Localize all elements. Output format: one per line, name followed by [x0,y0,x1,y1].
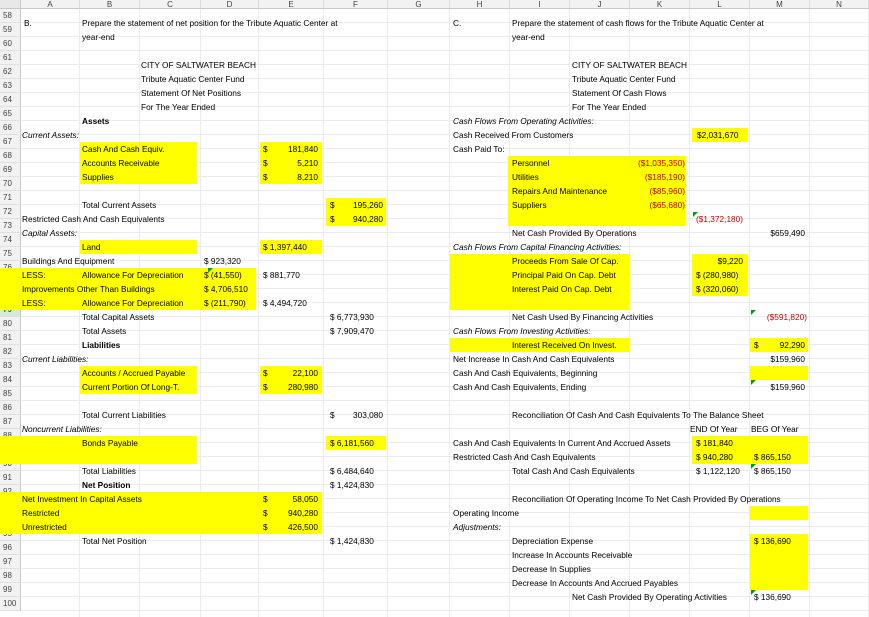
current-assets-heading: Current Assets: [22,130,79,140]
restricted-label: Restricted [22,508,60,518]
row-header-100[interactable]: 100 [0,597,21,611]
proceeds-value: $9,220 [717,256,743,266]
land-value: $ 1,397,440 [263,242,307,252]
row-header-61[interactable]: 61 [0,51,21,65]
row-header-99[interactable]: 99 [0,583,21,597]
re-value: 940,280 [288,508,318,518]
tca-value: 195,260 [353,200,383,210]
ap-value: 22,100 [292,368,318,378]
section-c-label: C. [453,18,462,28]
row-header-74[interactable]: 74 [0,233,21,247]
restricted-cce-beg: $ 865,150 [754,452,791,462]
cf-title-period: For The Year Ended [572,102,647,112]
ni-dollar: $ [263,494,268,504]
ar-label: Accounts Receivable [82,158,160,168]
cash-value: 181,840 [288,144,318,154]
row-header-73[interactable]: 73 [0,219,21,233]
cp-dollar: $ [263,382,268,392]
buildings-label: Buildings And Equipment [22,256,115,266]
row-header-75[interactable]: 75 [0,247,21,261]
capital-financing-heading: Cash Flows From Capital Financing Activities: [453,242,622,252]
grid-row-line [21,345,869,359]
column-header-f[interactable]: F [324,0,388,9]
ending-cash-label: Cash And Cash Equivalents, Ending [453,382,587,392]
title-fund: Tribute Aquatic Center Fund [141,74,245,84]
net-cash-operations-value: $659,490 [770,228,805,238]
un-value: 426,500 [288,522,318,532]
row-header-80[interactable]: 80 [0,317,21,331]
grid-row-line [21,597,869,611]
personnel-value: ($1,035,350) [637,158,685,168]
row-header-84[interactable]: 84 [0,373,21,387]
beginning-cash-label: Cash And Cash Equivalents, Beginning [453,368,598,378]
principal-label: Principal Paid On Cap. Debt [512,270,616,280]
adjustments-label: Adjustments: [453,522,501,532]
net-increase-value: $159,960 [770,354,805,364]
row-header-69[interactable]: 69 [0,163,21,177]
land-label: Land [82,242,101,252]
decrease-supplies-label: Decrease In Supplies [512,564,591,574]
total-current-assets-label: Total Current Assets [82,200,157,210]
total-current-liabilities-label: Total Current Liabilities [82,410,166,420]
repairs-label: Repairs And Maintenance [512,186,608,196]
total-cce-beg: $ 865,150 [754,466,791,476]
row-header-72[interactable]: 72 [0,205,21,219]
supplies-dollar: $ [263,172,268,182]
prompt-cash-flows-line2: year-end [512,32,545,42]
grid-row-line [21,541,869,555]
repairs-value: ($85,960) [649,186,685,196]
row-header-66[interactable]: 66 [0,121,21,135]
net-cash-operations-label: Net Cash Provided By Operations [512,228,637,238]
depreciation-expense-value: $ 136,690 [754,536,791,546]
current-portion-label: Current Portion Of Long-T. [82,382,180,392]
column-header-d[interactable]: D [201,0,259,9]
column-header-i[interactable]: I [510,0,570,9]
interest-paid-label: Interest Paid On Cap. Debt [512,284,612,294]
cf-title-city: CITY OF SALTWATER BEACH [572,60,687,70]
row-header-63[interactable]: 63 [0,79,21,93]
grid-row-line [21,37,869,51]
grid-row-line [21,569,869,583]
bonds-label: Bonds Payable [82,438,138,448]
utilities-value: ($185,190) [644,172,685,182]
depreciation-value-1: $ (41,550) [204,270,242,280]
row-header-86[interactable]: 86 [0,401,21,415]
row-header-82[interactable]: 82 [0,345,21,359]
interest-received-label: Interest Received On Invest. [512,340,617,350]
prompt-net-position-line2: year-end [82,32,115,42]
row-header-87[interactable]: 87 [0,415,21,429]
row-header-83[interactable]: 83 [0,359,21,373]
column-header-j[interactable]: J [570,0,630,9]
supplies-label: Supplies [82,172,114,182]
noncurrent-liabilities-heading: Noncurrent Liabilities: [22,424,102,434]
ap-dollar: $ [263,368,268,378]
ar-value: 5,210 [297,158,318,168]
less-label-1: LESS: [22,270,46,280]
total-cce-end: $ 1,122,120 [696,466,740,476]
interest-received-dollar: $ [754,340,759,350]
row-header-68[interactable]: 68 [0,149,21,163]
row-header-70[interactable]: 70 [0,177,21,191]
total-liabilities-label: Total Liabilities [82,466,136,476]
title-statement: Statement Of Net Positions [141,88,242,98]
net-cash-operating-activities-value: $ 136,690 [754,592,791,602]
end-of-year-header: END Of Year [690,424,738,434]
cell-marker-icon [751,310,756,315]
total-assets-value: $ 7,909,470 [330,326,374,336]
column-header-l[interactable]: L [690,0,750,9]
interest-received-value: 92,290 [779,340,805,350]
investing-activities-heading: Cash Flows From Investing Activities: [453,326,591,336]
row-header-65[interactable]: 65 [0,107,21,121]
total-capital-assets-label: Total Capital Assets [82,312,155,322]
grid-row-line [21,331,869,345]
column-header-g[interactable]: G [388,0,450,9]
row-header-71[interactable]: 71 [0,191,21,205]
cash-dollar: $ [263,144,268,154]
highlight-beginning-value [750,366,808,380]
reconciliation-balance-heading: Reconciliation Of Cash And Cash Equivalents To The Balance Sheet [512,410,764,420]
supplies-value: 8,210 [297,172,318,182]
received-from-customers-label: Cash Received From Customers [453,130,574,140]
un-dollar: $ [263,522,268,532]
depreciation-value-2: $ (211,790) [204,298,246,308]
depreciation-expense-label: Depreciation Expense [512,536,594,546]
total-liabilities-value: $ 6,484,640 [330,466,374,476]
column-header-m[interactable]: M [750,0,810,9]
net-increase-label: Net Increase In Cash And Cash Equivalents [453,354,615,364]
select-all-corner[interactable] [0,0,21,9]
section-b-label: B. [24,18,32,28]
grid-row-line [21,555,869,569]
column-header-n[interactable]: N [810,0,869,9]
suppliers-value: ($65,680) [649,200,685,210]
restricted-cce-label: Restricted Cash And Cash Equivalents [453,452,596,462]
row-header-96[interactable]: 96 [0,541,21,555]
suppliers-label: Suppliers [512,200,547,210]
assets-heading: Assets [82,116,110,126]
increase-ar-label: Increase In Accounts Receivable [512,550,633,560]
row-header-81[interactable]: 81 [0,331,21,345]
title-city: CITY OF SALTWATER BEACH [141,60,256,70]
beg-of-year-header: BEG Of Year [751,424,799,434]
tca-dollar: $ [330,200,335,210]
column-header-k[interactable]: K [630,0,690,9]
prompt-net-position-line1: Prepare the statement of net position for the Tribute Aquatic Center at [82,18,338,28]
row-header-98[interactable]: 98 [0,569,21,583]
capital-assets-heading: Capital Assets: [22,228,78,238]
net-position-heading: Net Position [82,480,131,490]
depreciation-label-2: Allowance For Depreciation [82,298,184,308]
cash-paid-total: ($1,372,180) [696,214,744,224]
depreciation-label-1: Allowance For Depreciation [82,270,184,280]
column-header-h[interactable]: H [450,0,510,9]
total-net-position-label: Total Net Position [82,536,147,546]
liabilities-heading: Liabilities [82,340,121,350]
title-period: For The Year Ended [141,102,216,112]
cf-title-fund: Tribute Aquatic Center Fund [572,74,676,84]
re-dollar: $ [263,508,268,518]
unrestricted-label: Unrestricted [22,522,67,532]
net-cash-operating-activities-label: Net Cash Provided By Operating Activities [572,592,727,602]
row-header-85[interactable]: 85 [0,387,21,401]
row-header-67[interactable]: 67 [0,135,21,149]
improvements-label: Improvements Other Than Buildings [22,284,155,294]
row-header-60[interactable]: 60 [0,37,21,51]
ni-value: 58,050 [292,494,318,504]
row-header-59[interactable]: 59 [0,23,21,37]
tcl-dollar: $ [330,410,335,420]
column-header-e[interactable]: E [259,0,324,9]
utilities-label: Utilities [512,172,539,182]
rc-dollar: $ [330,214,335,224]
total-assets-label: Total Assets [82,326,127,336]
cf-title-statement: Statement Of Cash Flows [572,88,667,98]
net-buildings-value: $ 881,770 [263,270,300,280]
cce-current-end: $ 181,840 [696,438,733,448]
row-header-62[interactable]: 62 [0,65,21,79]
cash-paid-to-label: Cash Paid To: [453,144,505,154]
prompt-cash-flows-line1: Prepare the statement of cash flows for the Tribute Aquatic Center at [512,18,764,28]
net-investment-label: Net Investment In Capital Assets [22,494,142,504]
ar-dollar: $ [263,158,268,168]
grid-row-line [21,471,869,485]
buildings-value: $ 923,320 [204,256,241,266]
improvements-value: $ 4,706,510 [204,284,248,294]
ap-label: Accounts / Accrued Payable [82,368,186,378]
restricted-cce-end: $ 940,280 [696,452,733,462]
column-header-b[interactable]: B [80,0,140,9]
row-header-58[interactable]: 58 [0,9,21,23]
net-cash-financing-label: Net Cash Used By Financing Activities [512,312,654,322]
operating-activities-heading: Cash Flows From Operating Activities: [453,116,594,126]
total-cce-label: Total Cash And Cash Equivalents [512,466,635,476]
row-header-64[interactable]: 64 [0,93,21,107]
cp-value: 280,980 [288,382,318,392]
net-cash-financing-value: ($591,820) [766,312,807,322]
highlight-operating-income [750,506,808,520]
reconciliation-operating-heading: Reconciliation Of Operating Income To Net Cash Provided By Operations [512,494,781,504]
rc-value: 940,280 [353,214,383,224]
less-label-2: LESS: [22,298,46,308]
tcl-value: 303,080 [353,410,383,420]
principal-value: $ (280,980) [696,270,739,280]
net-improvements-value: $ 4,494,720 [263,298,307,308]
bonds-value: $ 6,181,560 [330,438,374,448]
cce-current-label: Cash And Cash Equivalents In Current And Accrued Assets [453,438,671,448]
column-header-c[interactable]: C [140,0,201,9]
restricted-cash-label: Restricted Cash And Cash Equivalents [22,214,165,224]
cell-marker-icon [751,380,756,385]
row-header-91[interactable]: 91 [0,471,21,485]
column-header-a[interactable]: A [21,0,80,9]
personnel-label: Personnel [512,158,550,168]
grid-row-line [21,583,869,597]
current-liabilities-heading: Current Liabilities: [22,354,89,364]
decrease-ap-label: Decrease In Accounts And Accrued Payables [512,578,679,588]
net-position-value: $ 1,424,830 [330,480,374,490]
operating-income-label: Operating Income [453,508,519,518]
row-header-97[interactable]: 97 [0,555,21,569]
total-net-position-value: $ 1,424,830 [330,536,374,546]
total-capital-assets-value: $ 6,773,930 [330,312,374,322]
cash-label: Cash And Cash Equiv. [82,144,165,154]
ending-cash-value: $159,960 [770,382,805,392]
proceeds-label: Proceeds From Sale Of Cap. [512,256,619,266]
interest-paid-value: $ (320,060) [696,284,739,294]
received-from-customers-value: $2,031,670 [697,130,739,140]
